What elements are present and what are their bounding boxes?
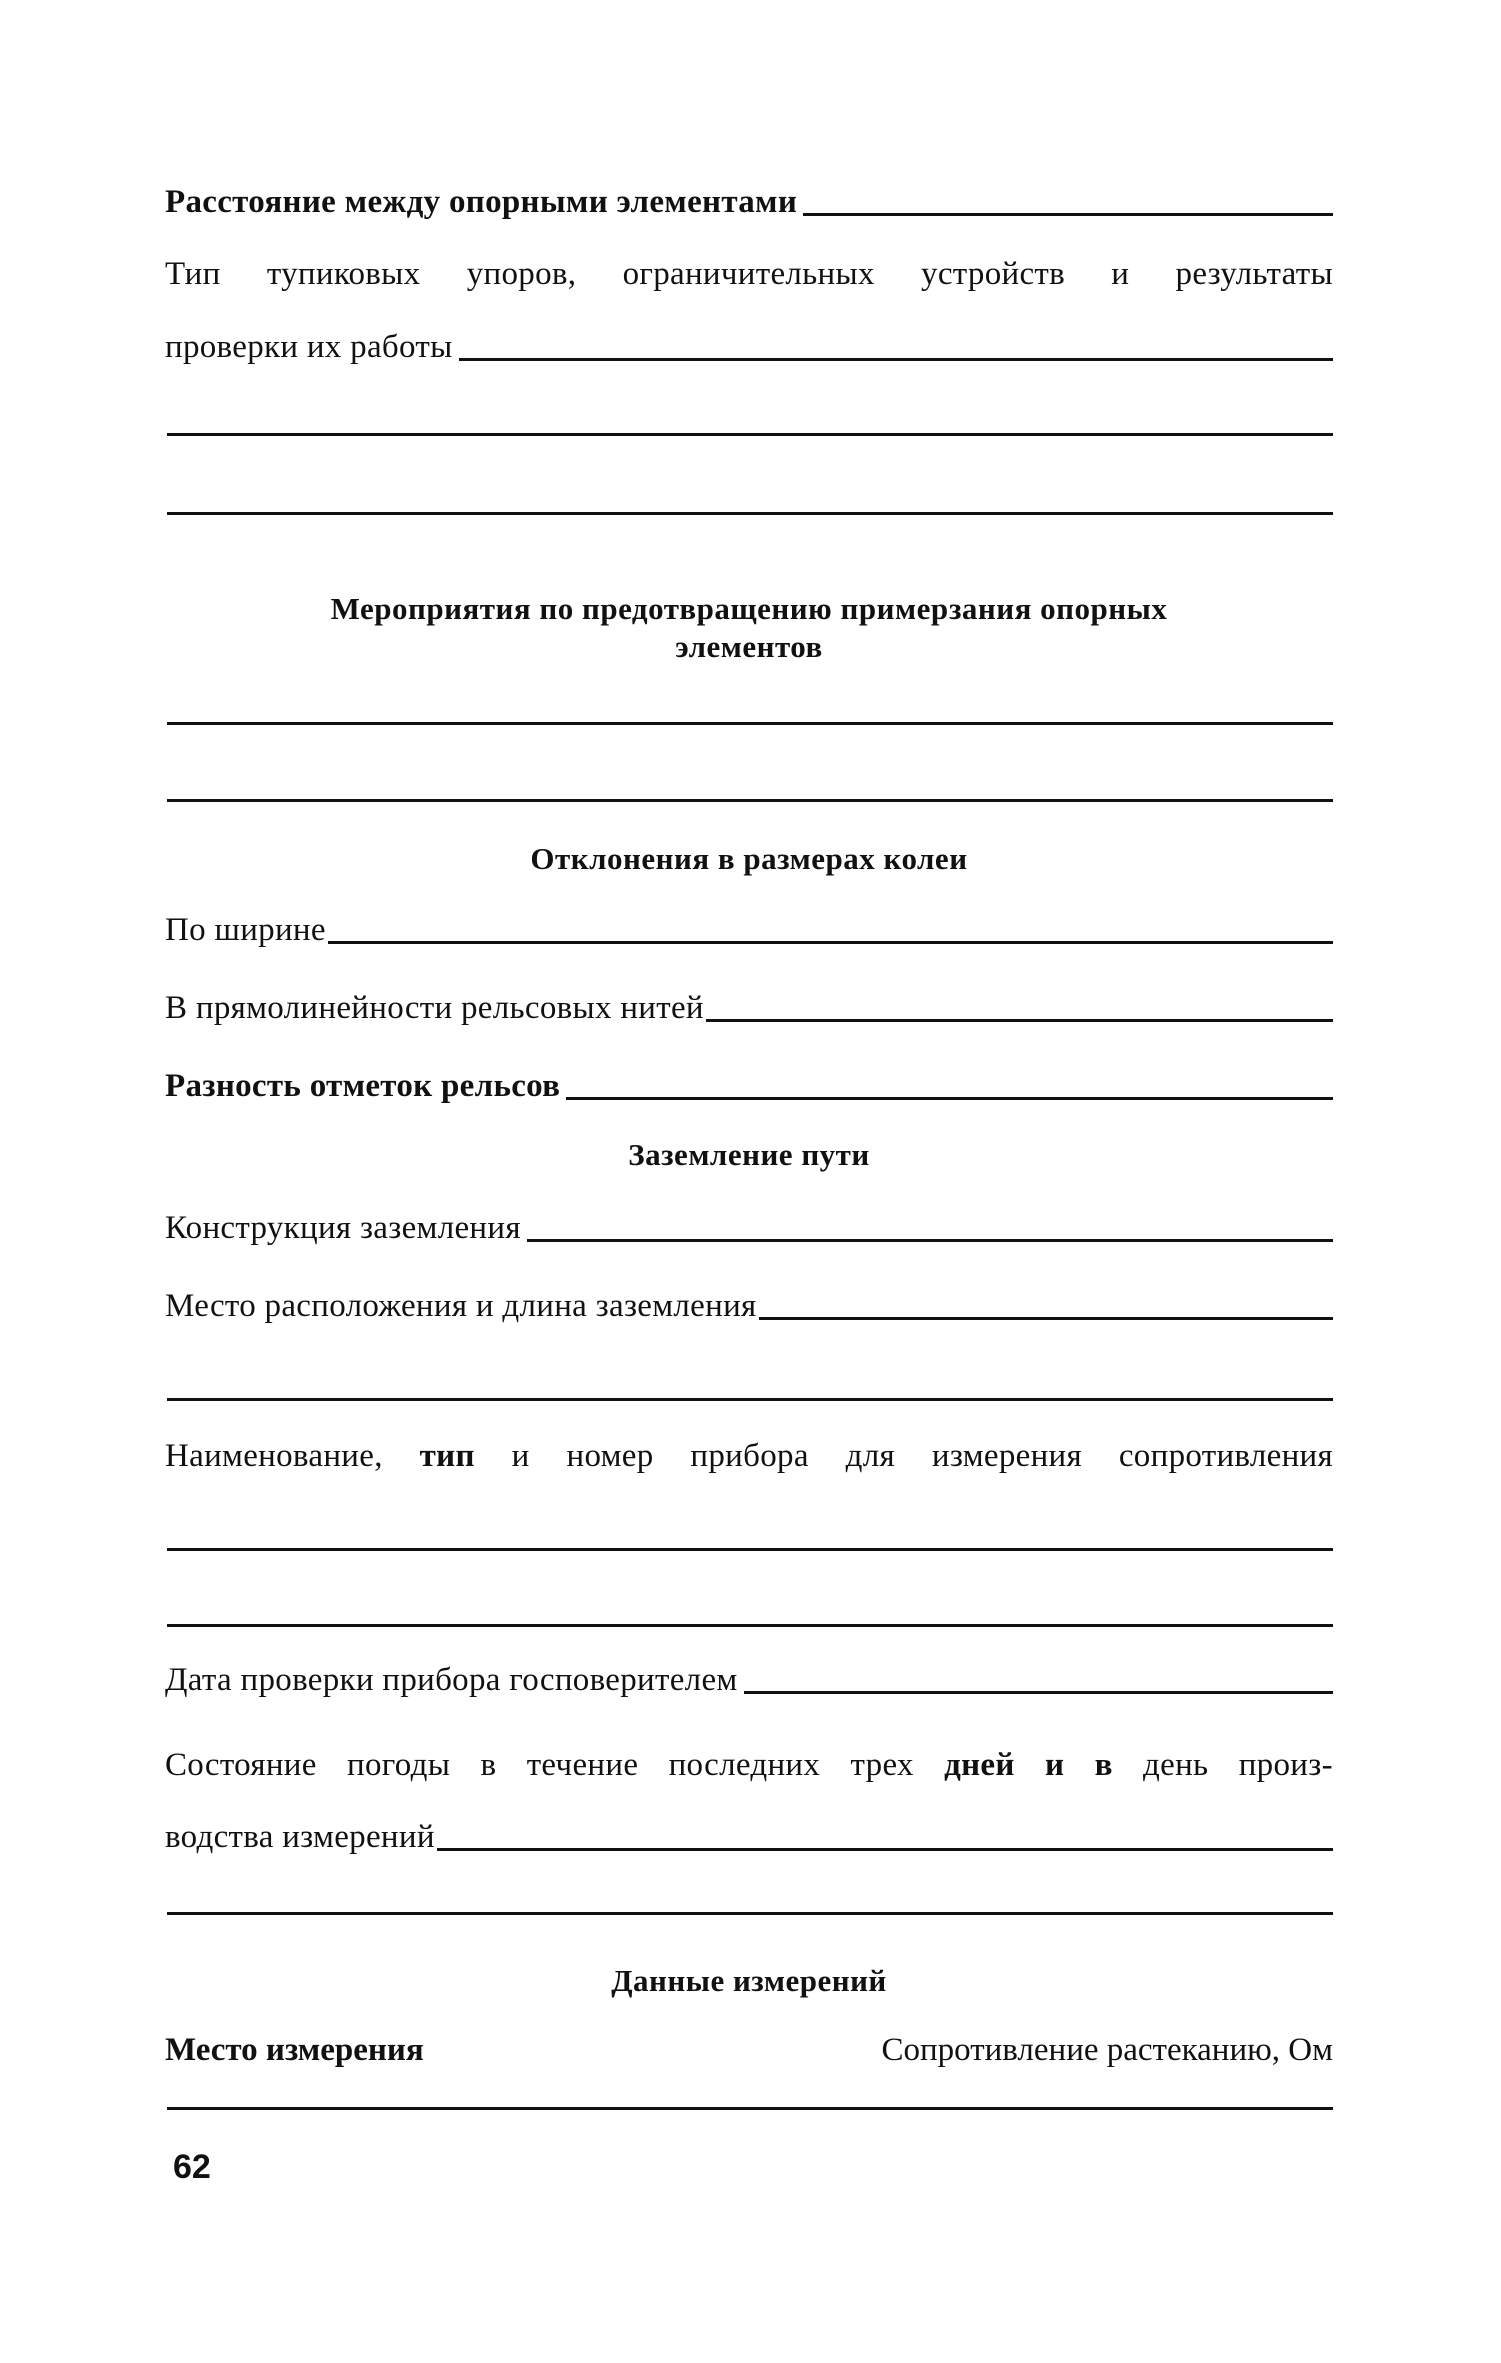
weather-measure-label: водства измерений — [165, 1819, 435, 1855]
word: результаты — [1175, 256, 1333, 292]
col-place-header: Место измерения — [165, 2032, 424, 2068]
width-row — [165, 906, 1333, 950]
word: трех — [850, 1747, 914, 1783]
stops-check-blank[interactable] — [459, 358, 1333, 361]
word: в — [1094, 1747, 1113, 1783]
blank-line[interactable] — [167, 1912, 1333, 1915]
grounding-location-blank[interactable] — [759, 1317, 1333, 1320]
support-distance-label: Расстояние между опорными элементами — [165, 184, 798, 220]
support-distance-blank[interactable] — [803, 213, 1333, 216]
device-check-row — [165, 1656, 1333, 1700]
stops-check-label: проверки их работы — [165, 329, 453, 365]
word: Наименование, — [165, 1438, 383, 1474]
gauge-deviations-heading: Отклонения в размерах колеи — [530, 841, 968, 876]
rail-level-blank[interactable] — [566, 1097, 1333, 1100]
blank-line[interactable] — [167, 433, 1333, 436]
word: и — [1111, 256, 1130, 292]
grounding-location-label: Место расположения и длина заземления — [165, 1288, 757, 1324]
weather-measure-row — [165, 1813, 1333, 1857]
weather-measure-blank[interactable] — [437, 1848, 1333, 1851]
word: тупиковых — [266, 256, 421, 292]
word: в — [480, 1747, 497, 1783]
rail-level-label: Разность отметок рельсов — [165, 1068, 561, 1104]
device-line — [165, 1436, 1333, 1476]
blank-line[interactable] — [167, 1398, 1333, 1401]
measurement-table-header — [165, 2030, 1333, 2070]
stops-check-row — [165, 323, 1333, 367]
blank-line[interactable] — [167, 722, 1333, 725]
word: Тип — [165, 256, 221, 292]
weather-line — [165, 1745, 1333, 1785]
word: упоров, — [466, 256, 577, 292]
word: прибора — [690, 1438, 809, 1474]
word: произ- — [1238, 1747, 1333, 1783]
word: ограничительных — [622, 256, 875, 292]
blank-line[interactable] — [167, 799, 1333, 802]
word: для — [845, 1438, 895, 1474]
word: Состояние — [165, 1747, 317, 1783]
grounding-heading: Заземление пути — [628, 1137, 870, 1172]
word: последних — [668, 1747, 821, 1783]
word: дней — [944, 1747, 1015, 1783]
measurement-data-heading: Данные измерений — [611, 1963, 887, 1998]
blank-line[interactable] — [167, 1548, 1333, 1551]
device-check-label: Дата проверки прибора госповерителем — [165, 1662, 738, 1698]
word: измерения — [931, 1438, 1082, 1474]
grounding-construction-blank[interactable] — [527, 1239, 1333, 1242]
blank-line[interactable] — [167, 512, 1333, 515]
col-resistance-header: Сопротивление растеканию, Ом — [881, 2032, 1333, 2068]
grounding-construction-row — [165, 1204, 1333, 1248]
word: и — [511, 1438, 530, 1474]
anti-freeze-heading — [165, 590, 1333, 666]
anti-freeze-heading-line1: Мероприятия по предотвращению примерзания опорных — [330, 591, 1168, 626]
word: течение — [526, 1747, 639, 1783]
stops-type-line — [165, 254, 1333, 294]
straightness-blank[interactable] — [706, 1019, 1333, 1022]
rail-level-row — [165, 1062, 1333, 1106]
straightness-row — [165, 984, 1333, 1028]
grounding-construction-label: Конструкция заземления — [165, 1210, 521, 1246]
page-number: 62 — [173, 2148, 211, 2186]
word: сопротивления — [1118, 1438, 1333, 1474]
word: номер — [566, 1438, 654, 1474]
grounding-location-row — [165, 1282, 1333, 1326]
width-label: По ширине — [165, 912, 326, 948]
support-distance-row — [165, 178, 1333, 222]
blank-line[interactable] — [167, 1624, 1333, 1627]
word: тип — [419, 1438, 475, 1474]
word: и — [1044, 1747, 1065, 1783]
anti-freeze-heading-line2: элементов — [675, 629, 823, 664]
straightness-label: В прямолинейности рельсовых нитей — [165, 990, 704, 1026]
width-blank[interactable] — [328, 941, 1333, 944]
word: день — [1143, 1747, 1209, 1783]
table-header-rule — [167, 2107, 1333, 2110]
word: погоды — [347, 1747, 451, 1783]
word: устройств — [921, 256, 1066, 292]
device-check-blank[interactable] — [744, 1691, 1333, 1694]
